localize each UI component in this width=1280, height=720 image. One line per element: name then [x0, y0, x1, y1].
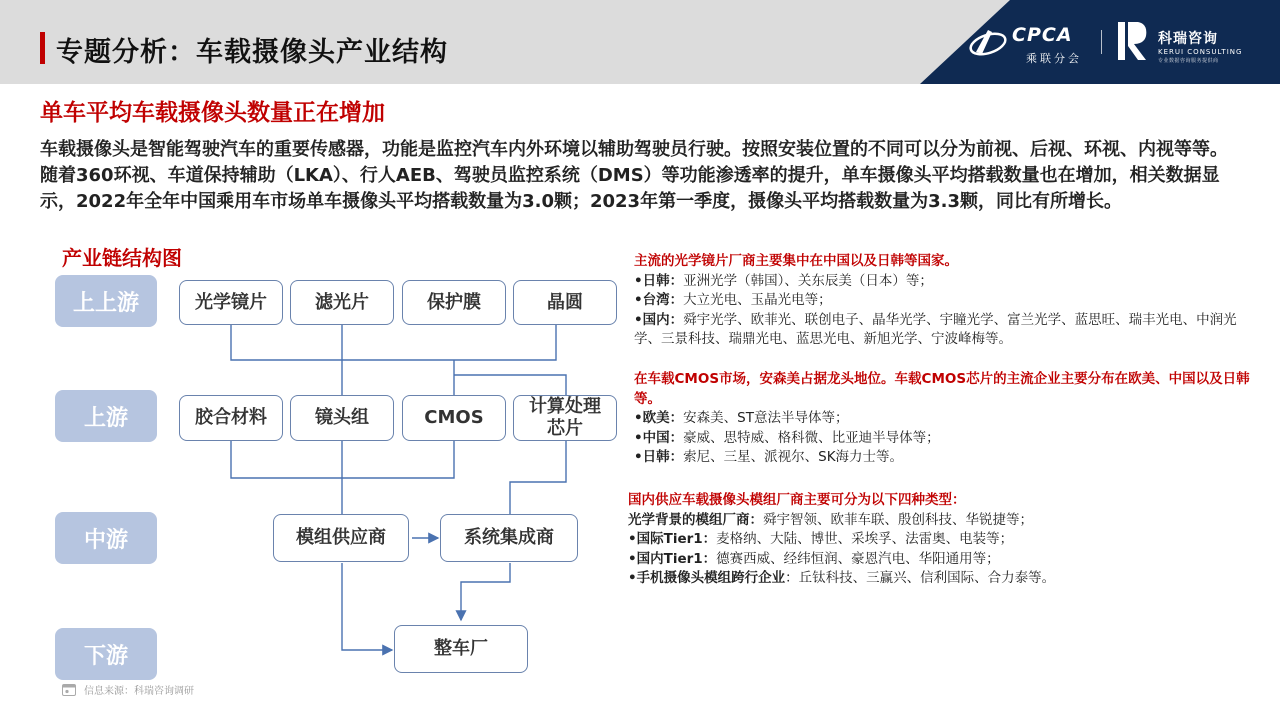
kerui-logo-english: KERUI CONSULTING: [1158, 48, 1243, 56]
note-lens-heading: 主流的光学镜片厂商主要集中在中国以及日韩等国家。: [634, 253, 958, 269]
node-adhesive: 胶合材料: [179, 395, 283, 441]
stage-middle: 中游: [55, 512, 157, 564]
logo-divider: [1101, 30, 1102, 54]
note-cmos-row: •欧美：安森美、ST意法半导体等；: [634, 410, 849, 426]
source-text: 信息来源：科瑞咨询调研: [84, 686, 194, 697]
note-module-suppliers: [628, 491, 1248, 589]
node-filter: 滤光片: [290, 280, 394, 325]
intro-paragraph: 车载摄像头是智能驾驶汽车的重要传感器，功能是监控汽车内外环境以辅助驾驶员行驶。按照安装位置的不同可以分为前视、后视、环视、内视等等。随着360环视、车道保持辅助（LKA）、行人AEB、驾驶员监控系统（DMS）等功能渗透率的提升，单车摄像头平均搭载数量也在增加，相关数据显示，2022年全年中国乘用车市场单车摄像头平均搭载数量为3.0颗；2023年第一季度，摄像头平均搭载数量为3.3颗，同比有所增长。: [40, 139, 1228, 212]
source-note: [62, 682, 194, 697]
wire-bus-to-chip: [454, 375, 566, 395]
kerui-k-icon: [1116, 20, 1150, 62]
title-accent-bar: [40, 32, 45, 64]
section-subtitle: 单车平均车载摄像头数量正在增加: [40, 100, 385, 126]
node-lens-group: 镜头组: [290, 395, 394, 441]
source-icon: [62, 683, 76, 696]
wire-mid-bus: [231, 441, 454, 478]
arrow-integrator-to-oem: [461, 563, 510, 620]
cpca-logo-text: CPCA: [1012, 24, 1073, 46]
kerui-logo-text: 科瑞咨询: [1158, 31, 1218, 47]
stage-lower: 下游: [55, 628, 157, 680]
page-title: 专题分析：车载摄像头产业结构: [56, 37, 448, 68]
node-oem: 整车厂: [394, 625, 528, 673]
note-cmos-row: •日韩：索尼、三星、派视尔、SK海力士等。: [634, 449, 904, 465]
cpca-logo-subtext: 乘联分会: [1026, 52, 1082, 65]
stage-upper-upper: 上上游: [55, 275, 157, 327]
note-lens-suppliers: [634, 252, 1254, 350]
cpca-logo: [968, 18, 1092, 68]
note-cmos-suppliers: [634, 370, 1254, 468]
note-cmos-row: •中国：豪威、思特威、格科微、比亚迪半导体等；: [634, 429, 940, 446]
note-lens-row: •日韩：亚洲光学（韩国）、关东辰美（日本）等；: [634, 272, 933, 289]
node-cmos: CMOS: [402, 395, 506, 441]
note-lens-row: •国内：舜宇光学、欧菲光、联创电子、晶华光学、宇瞳光学、富兰光学、蓝思旺、瑞丰光电、中润光学、三景科技、瑞鼎光电、蓝思光电、新旭光学、宁波峰梅等。: [634, 311, 1237, 347]
node-optical-lens: 光学镜片: [179, 280, 283, 325]
note-cmos-heading: 在车载CMOS市场，安森美占据龙头地位。车载CMOS芯片的主流企业主要分布在欧美、中国以及日韩等。: [634, 371, 1250, 407]
node-compute-chip: 计算处理芯片: [513, 395, 617, 441]
kerui-logo-tagline: 专业数据咨询服务提供商: [1158, 58, 1219, 64]
note-module-row: •国际Tier1：麦格纳、大陆、博世、采埃孚、法雷奥、电装等；: [628, 531, 1014, 547]
node-module-supplier: 模组供应商: [273, 514, 409, 562]
note-module-row: 光学背景的模组厂商：舜宇智领、欧菲车联、殷创科技、华锐捷等；: [628, 511, 1033, 528]
node-wafer: 晶圆: [513, 280, 617, 325]
note-lens-row: •台湾：大立光电、玉晶光电等；: [634, 292, 832, 308]
kerui-logo: [1116, 20, 1246, 66]
stage-upper: 上游: [55, 390, 157, 442]
arrow-module-to-oem: [342, 563, 392, 650]
note-module-heading: 国内供应车载摄像头模组厂商主要可分为以下四种类型：: [628, 492, 966, 508]
cpca-swoosh-icon: [968, 22, 1008, 62]
wire-chip-to-integrator: [510, 441, 566, 514]
node-system-integrator: 系统集成商: [440, 514, 578, 562]
note-module-row: •手机摄像头模组跨行企业：丘钛科技、三赢兴、信利国际、合力泰等。: [628, 570, 1056, 586]
node-protective-film: 保护膜: [402, 280, 506, 325]
wire-top-bus: [231, 325, 556, 360]
note-module-row: •国内Tier1：德赛西威、经纬恒润、豪恩汽电、华阳通用等；: [628, 550, 1000, 567]
chain-diagram-title: 产业链结构图: [62, 246, 182, 270]
